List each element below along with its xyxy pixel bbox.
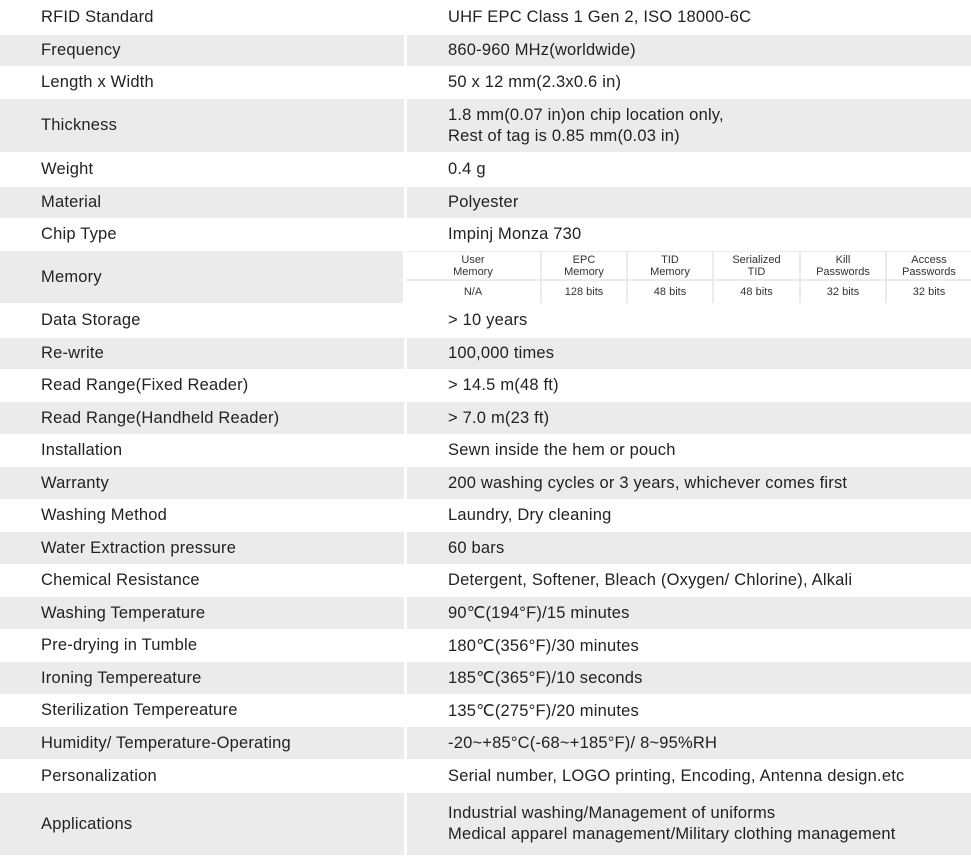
spec-value: > 14.5 m(48 ft) <box>448 376 559 394</box>
spec-label: Weight <box>41 160 94 178</box>
spec-row-rfid-standard <box>0 0 971 35</box>
spec-label: Washing Method <box>41 506 168 524</box>
spec-row-applications <box>0 793 971 855</box>
spec-row-frequency <box>0 35 971 66</box>
spec-label: Humidity/ Temperature-Operating <box>0 727 404 759</box>
spec-row-washing-temperature <box>0 597 971 629</box>
spec-row-thickness <box>0 99 971 152</box>
spec-value: 50 x 12 mm(2.3x0.6 in) <box>448 73 622 91</box>
spec-value: > 7.0 m(23 ft) <box>407 402 971 434</box>
memory-header-tid-memory: TID Memory <box>626 252 712 279</box>
spec-value: 185℃(365°F)/10 seconds <box>407 662 971 694</box>
spec-value: 0.4 g <box>448 160 486 178</box>
spec-row-water-extraction <box>0 532 971 564</box>
spec-label: Material <box>0 187 404 218</box>
spec-label: Ironing Tempereature <box>0 662 404 694</box>
spec-label: Frequency <box>0 35 404 66</box>
memory-header-epc-memory: EPC Memory <box>540 252 626 279</box>
spec-value: 90℃(194°F)/15 minutes <box>407 597 971 629</box>
memory-header-user-memory: User Memory <box>406 252 540 279</box>
spec-row-length-width <box>0 66 971 99</box>
spec-value-line: Medical apparel management/Military clothing management <box>448 825 896 843</box>
memory-value: 128 bits <box>540 281 626 303</box>
spec-row-pre-drying <box>0 629 971 662</box>
spec-value: UHF EPC Class 1 Gen 2, ISO 18000-6C <box>448 8 752 26</box>
spec-label: Washing Temperature <box>0 597 404 629</box>
spec-value-line: Rest of tag is 0.85 mm(0.03 in) <box>448 126 680 145</box>
spec-value: -20~+85°C(-68~+185°F)/ 8~95%RH <box>407 727 971 759</box>
spec-value: Polyester <box>407 187 971 218</box>
spec-row-weight <box>0 152 971 187</box>
memory-header-serialized-tid: Serialized TID <box>712 252 799 279</box>
spec-row-chip-type <box>0 218 971 251</box>
memory-table <box>406 251 971 303</box>
spec-value: 135℃(275°F)/20 minutes <box>448 701 639 720</box>
spec-value: Impinj Monza 730 <box>448 225 582 243</box>
spec-label: Warranty <box>0 467 404 499</box>
memory-value: 48 bits <box>712 281 799 303</box>
spec-label: Installation <box>41 441 123 459</box>
spec-value: > 10 years <box>448 311 528 329</box>
spec-value-line: 1.8 mm(0.07 in)on chip location only, <box>448 105 724 124</box>
spec-label: Re-write <box>0 338 404 369</box>
spec-value: 180℃(356°F)/30 minutes <box>448 636 639 655</box>
spec-value: Laundry, Dry cleaning <box>448 506 612 524</box>
spec-value: 860-960 MHz(worldwide) <box>407 35 971 66</box>
spec-row-installation <box>0 434 971 467</box>
memory-value: 32 bits <box>799 281 885 303</box>
spec-label: Memory <box>0 251 403 303</box>
spec-row-chemical-resistance <box>0 564 971 597</box>
spec-label: Data Storage <box>41 311 141 329</box>
spec-label: Chemical Resistance <box>41 571 200 589</box>
spec-label: Applications <box>0 793 404 855</box>
spec-row-rewrite <box>0 338 971 369</box>
spec-label: Read Range(Fixed Reader) <box>41 376 249 394</box>
spec-row-washing-method <box>0 499 971 532</box>
spec-label: RFID Standard <box>41 8 154 26</box>
spec-row-read-range-handheld <box>0 402 971 434</box>
spec-label: Thickness <box>0 99 404 152</box>
spec-label: Water Extraction pressure <box>0 532 404 564</box>
spec-row-ironing-temperature <box>0 662 971 694</box>
spec-row-material <box>0 187 971 218</box>
spec-label: Length x Width <box>41 73 154 91</box>
spec-label: Pre-drying in Tumble <box>41 636 198 654</box>
memory-value: 48 bits <box>626 281 712 303</box>
spec-label: Sterilization Tempereature <box>41 701 238 719</box>
spec-row-warranty <box>0 467 971 499</box>
memory-header-access-passwords: Access Passwords <box>885 252 971 279</box>
memory-value: N/A <box>406 281 540 303</box>
spec-row-humidity-temperature <box>0 727 971 759</box>
spec-row-memory <box>0 251 971 303</box>
spec-value: 100,000 times <box>407 338 971 369</box>
spec-value: Serial number, LOGO printing, Encoding, Antenna design.etc <box>448 766 905 785</box>
memory-header-kill-passwords: Kill Passwords <box>799 252 885 279</box>
spec-value: 60 bars <box>407 532 971 564</box>
spec-row-sterilization-temperature <box>0 694 971 727</box>
spec-row-personalization <box>0 759 971 793</box>
spec-row-read-range-fixed <box>0 369 971 402</box>
memory-value: 32 bits <box>885 281 971 303</box>
spec-value: Sewn inside the hem or pouch <box>448 441 676 459</box>
spec-value: 200 washing cycles or 3 years, whichever comes first <box>407 467 971 499</box>
spec-value: Detergent, Softener, Bleach (Oxygen/ Chlorine), Alkali <box>448 571 853 589</box>
spec-label: Chip Type <box>41 225 117 243</box>
spec-value-line: Industrial washing/Management of uniforms <box>448 804 776 822</box>
spec-value <box>407 99 971 152</box>
spec-value <box>407 793 971 855</box>
spec-row-data-storage <box>0 303 971 338</box>
spec-label: Read Range(Handheld Reader) <box>0 402 404 434</box>
spec-label: Personalization <box>41 766 157 785</box>
